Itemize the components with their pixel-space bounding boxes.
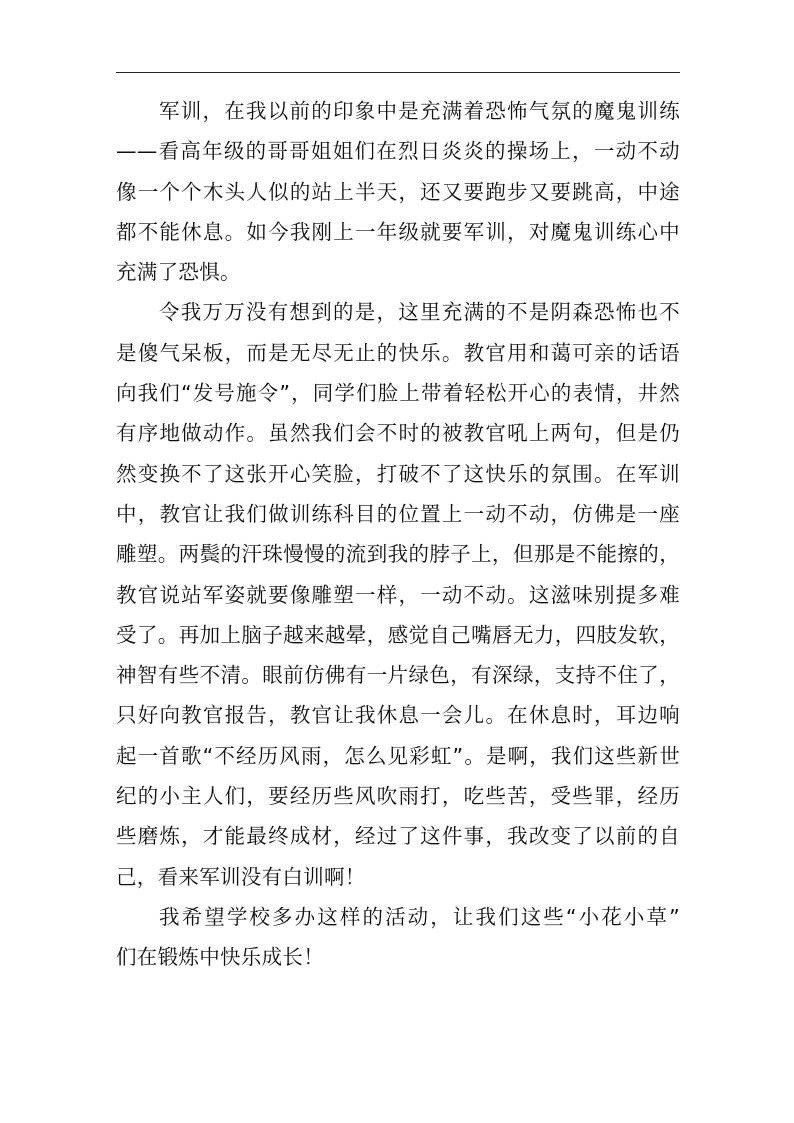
- text-line: 们在锻炼中快乐成长！: [116, 945, 324, 970]
- text-line: 些磨炼，才能最终成材，经过了这件事，我改变了以前的自: [116, 824, 680, 849]
- text-line: 向我们“发号施令”，同学们脸上带着轻松开心的表情，井然: [116, 381, 680, 406]
- text-line: 然变换不了这张开心笑脸，打破不了这快乐的氛围。在军训: [116, 461, 680, 486]
- text-line: 军训，在我以前的印象中是充满着恐怖气氛的魔鬼训练: [159, 99, 680, 123]
- text-line: 起一首歌“不经历风雨，怎么见彩虹”。是啊，我们这些新世: [116, 743, 680, 768]
- text-line: 雕塑。两鬓的汗珠慢慢的流到我的脖子上，但那是不能擦的，: [116, 542, 680, 567]
- text-line: 己，看来军训没有白训啊！: [116, 864, 366, 889]
- text-line: ——看高年级的哥哥姐姐们在烈日炎炎的操场上，一动不动: [116, 139, 680, 164]
- paragraph-3: [116, 897, 680, 978]
- text-line: 令我万万没有想到的是，这里充满的不是阴森恐怖也不: [159, 300, 680, 325]
- text-line: 纪的小主人们，要经历些风吹雨打，吃些苦，受些罪，经历: [116, 784, 680, 809]
- text-line: 只好向教官报告，教官让我休息一会儿。在休息时，耳边响: [116, 703, 680, 728]
- text-line: 受了。再加上脑子越来越晕，感觉自己嘴唇无力，四肢发软，: [116, 622, 680, 647]
- paragraph-1: [116, 91, 680, 292]
- text-line: 有序地做动作。虽然我们会不时的被教官吼上两句，但是仍: [116, 421, 680, 446]
- text-line: 是傻气呆板，而是无尽无止的快乐。教官用和蔼可亲的话语: [116, 340, 680, 365]
- text-line: 神智有些不清。眼前仿佛有一片绿色，有深绿，支持不住了，: [116, 663, 680, 688]
- header-rule: [116, 72, 680, 73]
- paragraph-2: [116, 292, 680, 896]
- text-line: 充满了恐惧。: [116, 260, 241, 285]
- text-line: 都不能休息。如今我刚上一年级就要军训，对魔鬼训练心中: [116, 219, 680, 244]
- text-line: 像一个个木头人似的站上半天，还又要跑步又要跳高，中途: [116, 179, 680, 204]
- text-line: 教官说站军姿就要像雕塑一样，一动不动。这滋味别提多难: [116, 582, 680, 607]
- text-line: 我希望学校多办这样的活动，让我们这些“小花小草”: [159, 904, 680, 929]
- document-body: [116, 91, 680, 978]
- text-line: 中，教官让我们做训练科目的位置上一动不动，仿佛是一座: [116, 501, 680, 526]
